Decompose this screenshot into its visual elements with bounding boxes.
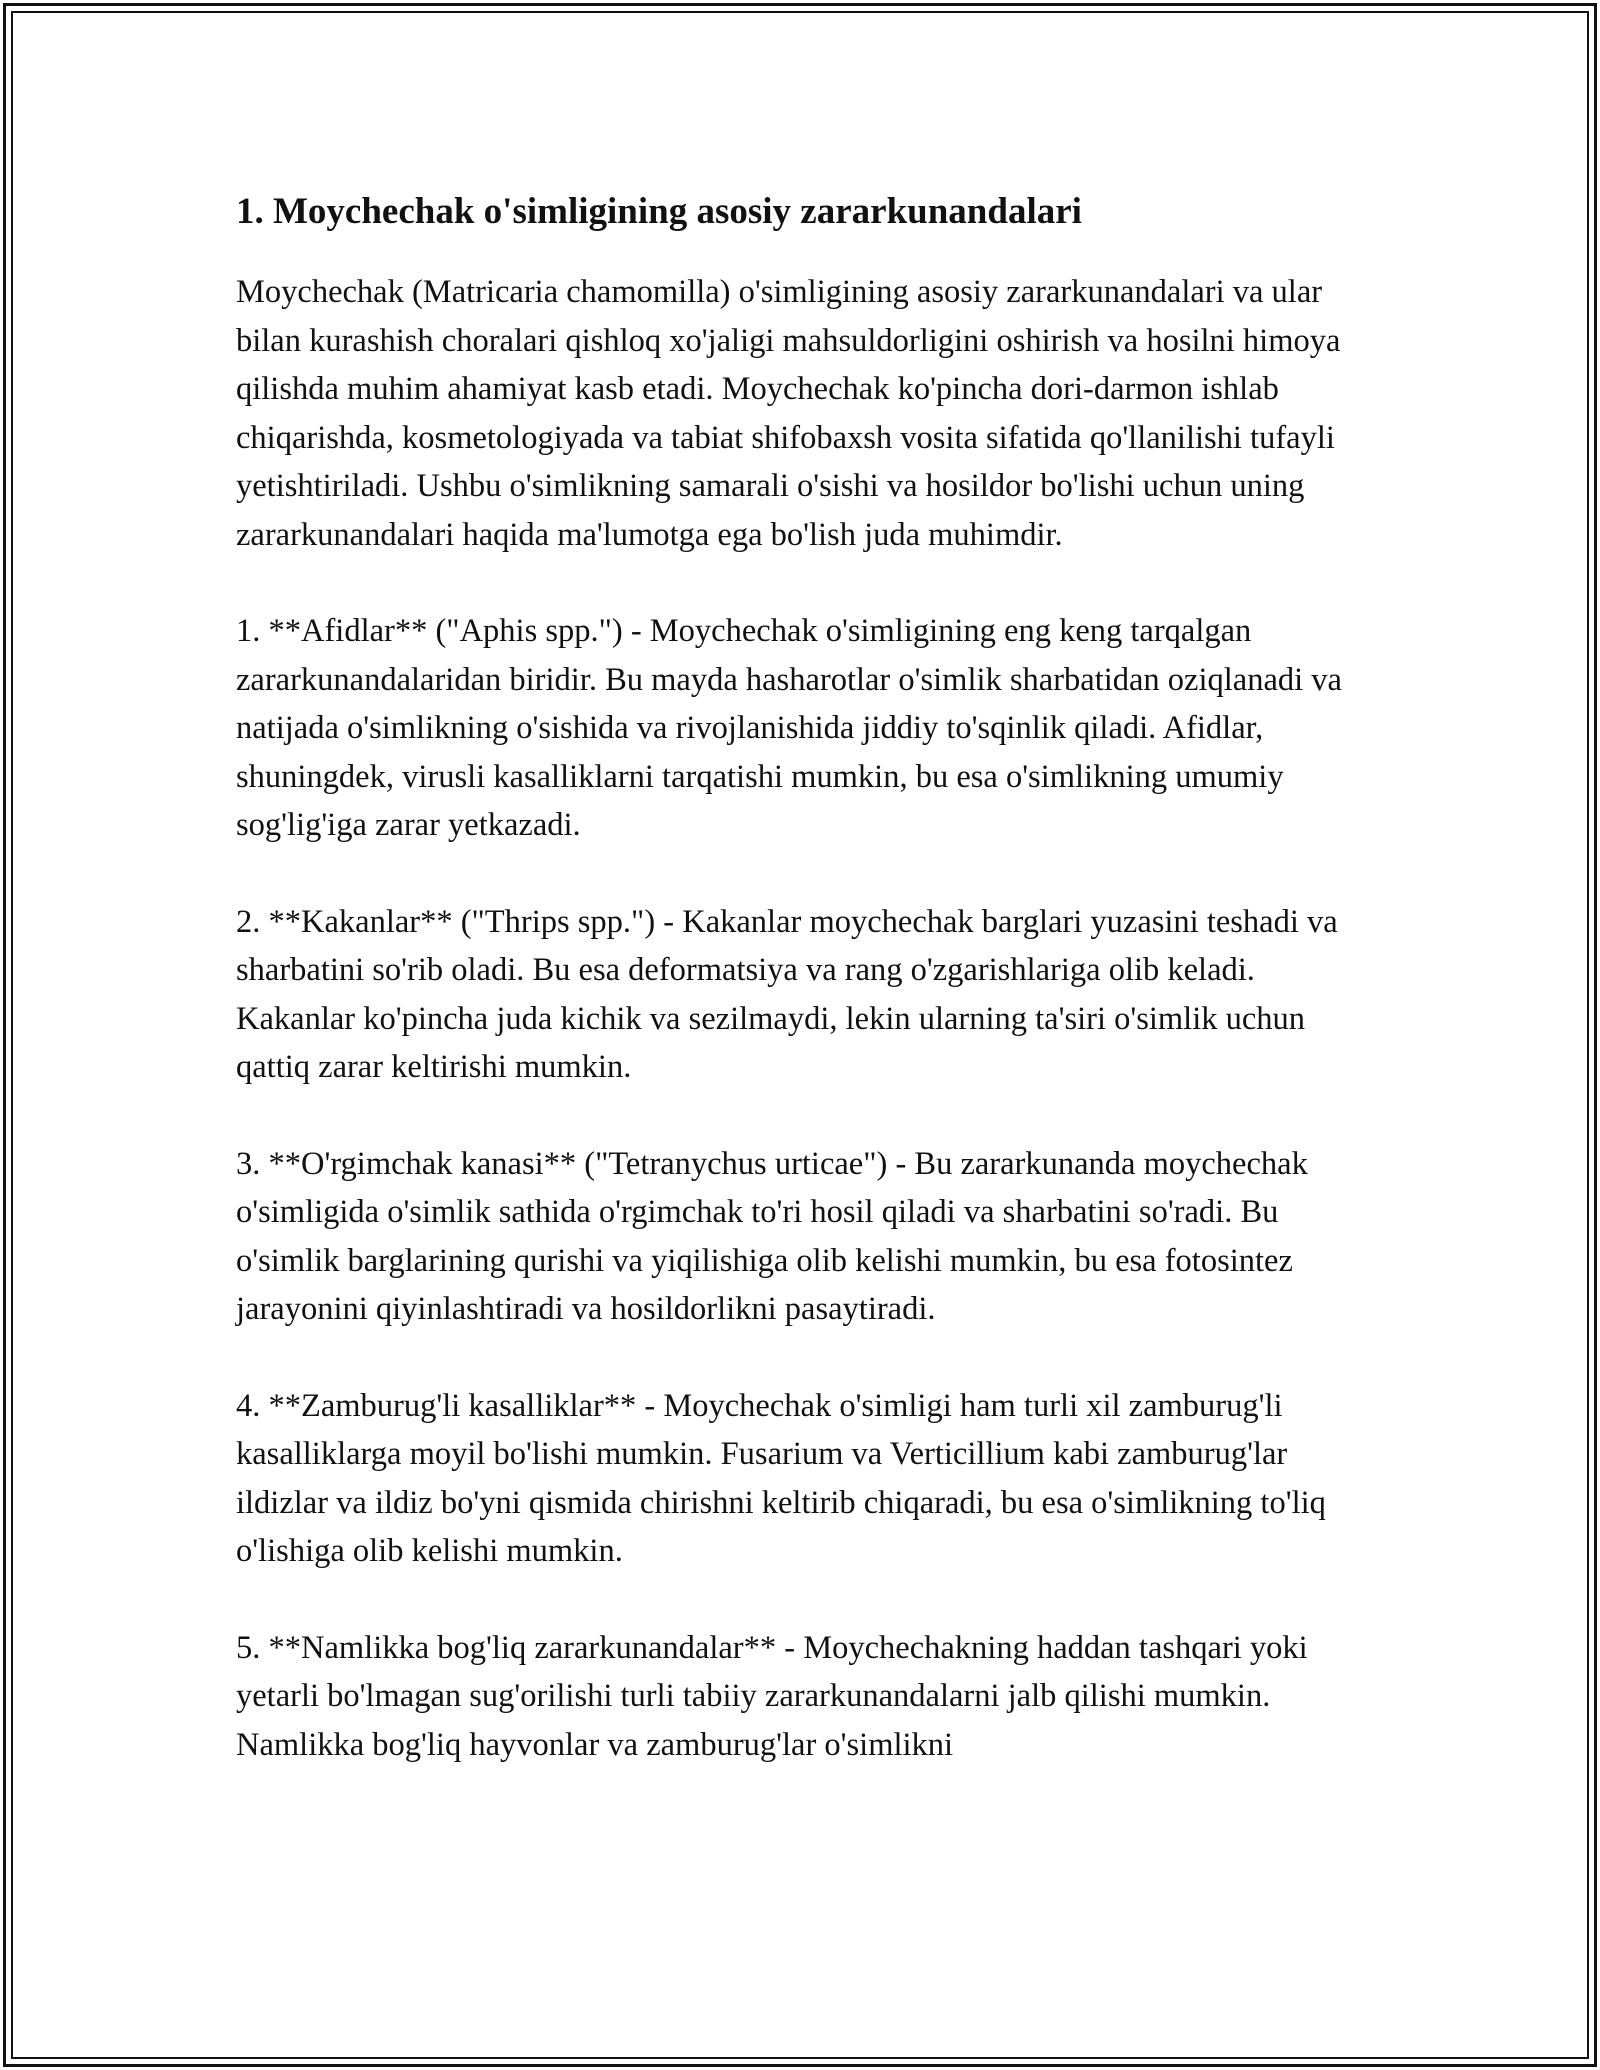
document-heading: 1. Moychechak o'simligining asosiy zararkunandalari [236,191,1082,232]
intro-paragraph: Moychechak (Matricaria chamomilla) o'simligining asosiy zararkunandalari va ular bilan kurashish choralari qishloq xo'jaligi mahsuldorligini oshirish va hosilni himoya qilishda muhim ahamiyat kasb etadi. Moychechak ko'pincha dori-darmon ishlab chiqarishda, kosmetologiyada va tabiat shifobaxsh vosita sifatida qo'llanilishi tufayli yetishtiriladi. Ushbu o'simlikning samarali o'sishi va hosildor bo'lishi uchun uning zararkunandalari haqida ma'lumotga ega bo'lish juda muhimdir. [236,274,1341,553]
list-item-zamburugli-kasalliklar: 4. **Zamburug'li kasalliklar** - Moychechak o'simligi ham turli xil zamburug'li kasalliklarga moyil bo'lishi mumkin. Fusarium va Verticillium kabi zamburug'lar ildizlar va ildiz bo'yni qismida chirishni keltirib chiqaradi, bu esa o'simlikning to'liq o'lishiga olib kelishi mumkin. [236,1387,1326,1569]
list-item-afidlar: 1. **Afidlar** ("Aphis spp.") - Moychechak o'simligining eng keng tarqalgan zararkunandalaridan biridir. Bu mayda hasharotlar o'simlik sharbatidan oziqlanadi va natijada o'simlikning o'sishida va rivojlanishida jiddiy to'sqinlik qiladi. Afidlar, shuningdek, virusli kasalliklarni tarqatishi mumkin, bu esa o'simlikning umumiy sog'lig'iga zarar yetkazadi. [236,613,1342,843]
list-item-orgimchak-kanasi: 3. **O'rgimchak kanasi** ("Tetranychus urticae") - Bu zararkunanda moychechak o'simligida o'simlik sathida o'rgimchak to'ri hosil qiladi va sharbatini so'radi. Bu o'simlik barglarining qurishi va yiqilishiga olib kelishi mumkin, bu esa fotosintez jarayonini qiyinlashtiradi va hosildorlikni pasaytiradi. [236,1145,1308,1327]
document-body [236,186,1376,1817]
list-item-kakanlar: 2. **Kakanlar** ("Thrips spp.") - Kakanlar moychechak barglari yuzasini teshadi va sharbatini so'rib oladi. Bu esa deformatsiya va rang o'zgarishlariga olib keladi. Kakanlar ko'pincha juda kichik va sezilmaydi, lekin ularning ta'siri o'simlik uchun qattiq zarar keltirishi mumkin. [236,903,1338,1085]
list-item-namlikka-boglig: 5. **Namlikka bog'liq zararkunandalar** - Moychechakning haddan tashqari yoki yetarli bo'lmagan sug'orilishi turli tabiiy zararkunandalarni jalb qilishi mumkin. Namlikka bog'liq hayvonlar va zamburug'lar o'simlikni [236,1629,1308,1763]
